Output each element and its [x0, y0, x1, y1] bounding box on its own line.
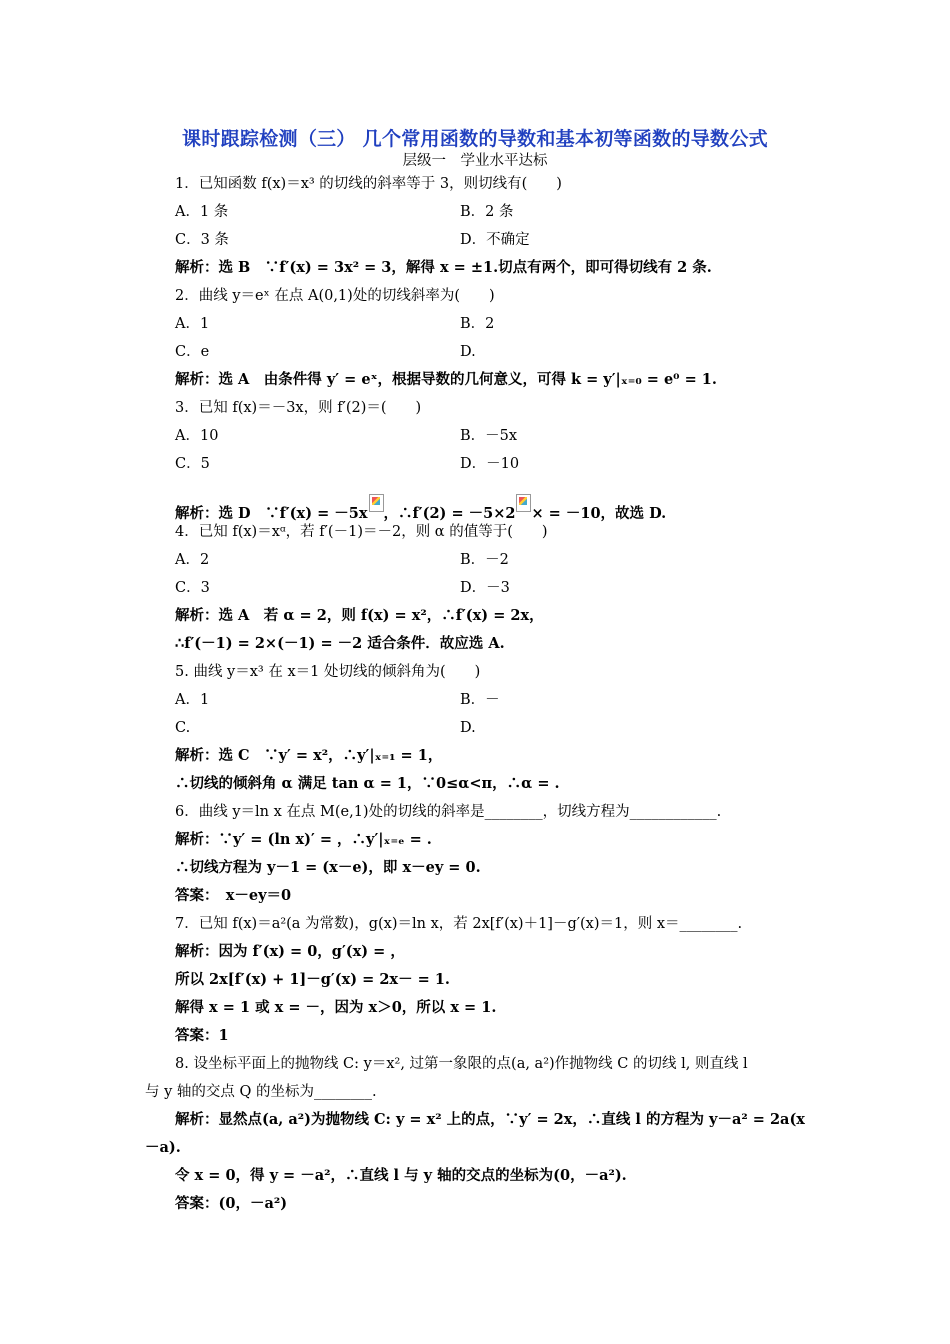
option-a: A．1 [175, 692, 210, 708]
solution-8-cont2: 令 x = 0，得 y = －a²，∴直线 l 与 y 轴的交点的坐标为(0，－a²). [175, 1167, 627, 1184]
option-a: A．1 条 [175, 204, 229, 220]
solution-3-part-a: 解析：选 D ∵f′(x) = －5x [175, 505, 368, 522]
solution-6: 解析：∵y′ = (ln x)′ = ，∴y′|ₓ₌ₑ = . [175, 831, 432, 848]
solution-2: 解析：选 A 由条件得 y′ = eˣ，根据导数的几何意义，可得 k = y′|ₓ₌₀ = e⁰ = 1. [175, 371, 717, 388]
question-8-cont: 与 y 轴的交点 Q 的坐标为________. [145, 1084, 377, 1100]
option-c: C. [175, 720, 191, 736]
option-d: D. [460, 720, 476, 736]
solution-3-part-c: × = －10，故选 D. [531, 505, 667, 522]
solution-5: 解析：选 C ∵y′ = x²，∴y′|ₓ₌₁ = 1， [175, 747, 443, 764]
option-b: B．－5x [460, 428, 518, 444]
option-a: A．1 [175, 316, 210, 332]
option-c: C．3 [175, 580, 210, 596]
solution-7: 解析：因为 f′(x) = 0，g′(x) = ， [175, 943, 405, 960]
question-8: 8. 设坐标平面上的抛物线 C: y＝x², 过第一象限的点(a, a²)作抛物线 C 的切线 l, 则直线 l [175, 1056, 748, 1072]
answer-6: 答案： x－ey＝0 [175, 887, 292, 904]
solution-5-cont: ∴切线的倾斜角 α 满足 tan α = 1，∵0≤α<π，∴α = . [175, 775, 560, 792]
solution-4-cont: ∴f′(－1) = 2×(－1) = －2 适合条件．故应选 A. [175, 635, 505, 652]
option-a: A．10 [175, 428, 219, 444]
solution-4: 解析：选 A 若 α = 2，则 f(x) = x²，∴f′(x) = 2x， [175, 607, 544, 624]
section-subtitle: 层级一 学业水平达标 [402, 153, 548, 169]
solution-6-cont: ∴切线方程为 y－1 = (x－e)，即 x－ey = 0. [175, 859, 481, 876]
solution-3-part-b: ，∴f′(2) = －5×2 [383, 505, 516, 522]
solution-8: 解析：显然点(a, a²)为抛物线 C: y = x² 上的点，∵y′ = 2x，∴直线 l 的方程为 y－a² = 2a(x [175, 1111, 805, 1128]
option-b: B．2 [460, 316, 495, 332]
solution-3 [175, 494, 667, 522]
broken-image-icon [516, 494, 531, 512]
question-4: 4．已知 f(x)＝xᵅ，若 f′(－1)＝－2，则 α 的值等于( ) [175, 524, 548, 540]
question-7: 7．已知 f(x)＝a²(a 为常数)，g(x)＝ln x，若 2x[f′(x)＋1]－g′(x)＝1，则 x＝________. [175, 916, 743, 932]
question-6: 6．曲线 y＝ln x 在点 M(e,1)处的切线的斜率是________，切线方程为____________. [175, 804, 722, 820]
option-a: A．2 [175, 552, 210, 568]
option-b: B．－ [460, 692, 500, 708]
option-c: C．e [175, 344, 210, 360]
option-b: B．－2 [460, 552, 509, 568]
solution-1: 解析：选 B ∵f′(x) = 3x² = 3，解得 x = ±1.切点有两个，即可得切线有 2 条. [175, 259, 712, 276]
question-2: 2．曲线 y＝eˣ 在点 A(0,1)处的切线斜率为( ) [175, 288, 495, 304]
solution-7-cont2: 解得 x = 1 或 x = －，因为 x＞0，所以 x = 1. [175, 999, 497, 1016]
option-d: D．－3 [460, 580, 510, 596]
option-d: D. [460, 344, 476, 360]
solution-8-cont: －a). [145, 1139, 181, 1156]
question-5: 5. 曲线 y＝x³ 在 x＝1 处切线的倾斜角为( ) [175, 664, 481, 680]
broken-image-icon [369, 494, 384, 512]
question-3: 3．已知 f(x)＝－3x，则 f′(2)＝( ) [175, 400, 422, 416]
option-c: C．5 [175, 456, 210, 472]
page-title: 课时跟踪检测（三） 几个常用函数的导数和基本初等函数的导数公式 [182, 128, 768, 150]
option-c: C．3 条 [175, 232, 229, 248]
option-b: B．2 条 [460, 204, 514, 220]
answer-8: 答案：(0，－a²) [175, 1195, 288, 1212]
answer-7: 答案：1 [175, 1027, 229, 1044]
solution-7-cont: 所以 2x[f′(x) + 1]－g′(x) = 2x－ = 1. [175, 971, 450, 988]
option-d: D．不确定 [460, 232, 530, 248]
question-1: 1．已知函数 f(x)＝x³ 的切线的斜率等于 3，则切线有( ) [175, 176, 562, 192]
option-d: D．－10 [460, 456, 520, 472]
